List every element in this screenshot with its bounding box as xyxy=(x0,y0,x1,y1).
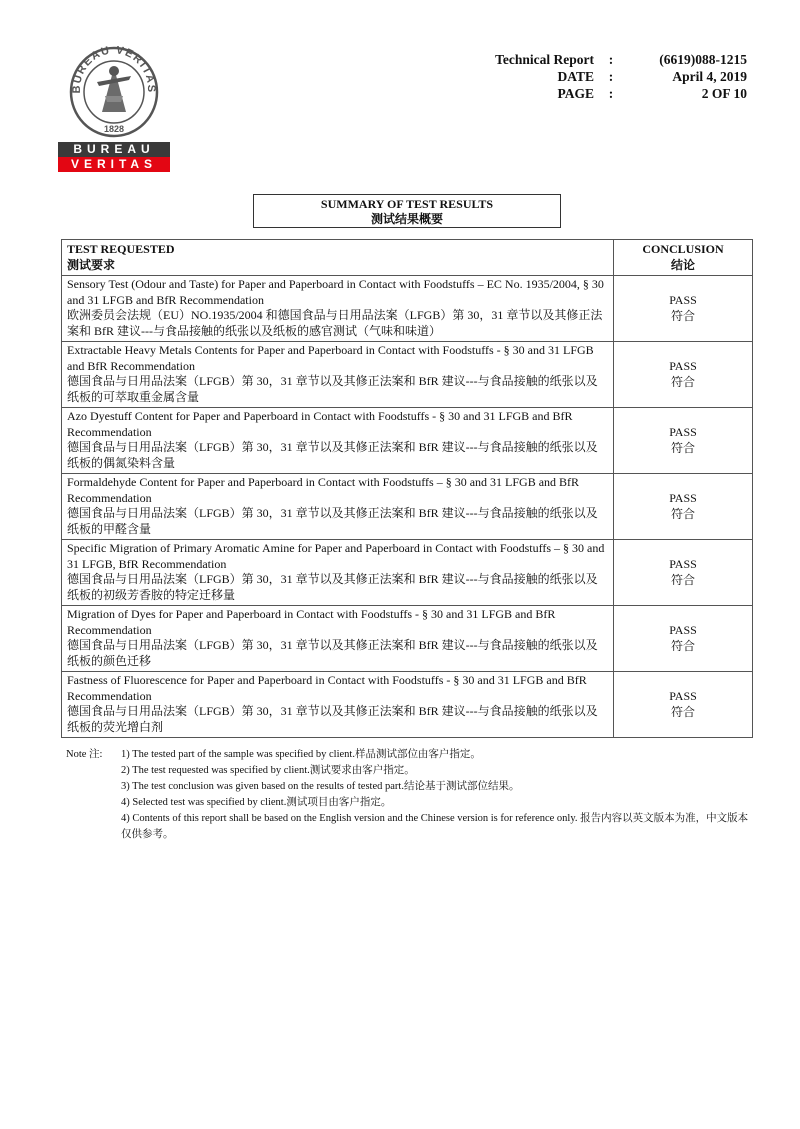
summary-title-cn: 测试结果概要 xyxy=(370,212,443,226)
test-description xyxy=(62,540,614,606)
test-name-cn: 德国食品与日用品法案（LFGB）第 30，31 章节以及其修正法案和 BfR 建议---与食品接触的纸张以及纸板的初级芳香胺的特定迁移量 xyxy=(67,572,598,602)
result-cn: 符合 xyxy=(670,572,695,587)
table-row xyxy=(62,474,753,540)
result-en: PASS xyxy=(669,491,697,505)
test-name-en: Fastness of Fluorescence for Paper and Paperboard in Contact with Foodstuffs - § 30 and 31 LFGB and BfR Recommendation xyxy=(67,673,587,703)
test-name-en: Migration of Dyes for Paper and Paperboard in Contact with Foodstuffs - § 30 and 31 LFGB and BfR Recommendation xyxy=(67,607,556,637)
note-item: 4) Contents of this report shall be based on the English version and the Chinese version is for reference only. 报告内容以英文版本为准，中文版本仅供参考。 xyxy=(121,813,749,840)
test-conclusion xyxy=(614,474,753,540)
test-results-table xyxy=(61,239,753,738)
logo-ring-text: BUREAU VERITAS xyxy=(70,46,158,94)
header-label: DATE xyxy=(557,69,594,84)
header-row-page xyxy=(470,85,755,102)
test-conclusion xyxy=(614,276,753,342)
result-en: PASS xyxy=(669,623,697,637)
summary-title-en: SUMMARY OF TEST RESULTS xyxy=(320,197,494,211)
result-cn: 符合 xyxy=(670,506,695,521)
test-name-en: Extractable Heavy Metals Contents for Paper and Paperboard in Contact with Foodstuffs - § 30 and 31 LFGB and BfR Recommendation xyxy=(67,343,594,373)
logo-brand-top: BUREAU xyxy=(58,142,170,157)
test-conclusion xyxy=(614,606,753,672)
result-cn: 符合 xyxy=(670,374,695,389)
header-label: Technical Report xyxy=(495,52,594,67)
table-row xyxy=(62,408,753,474)
header-separator: : xyxy=(608,86,614,101)
header-value: April 4, 2019 xyxy=(672,69,747,84)
notes-label: Note 注: xyxy=(66,749,103,760)
conclusion-header: CONCLUSION 结论 xyxy=(614,240,753,276)
header-label: PAGE xyxy=(557,86,594,101)
test-conclusion xyxy=(614,342,753,408)
result-en: PASS xyxy=(669,557,697,571)
test-name-en: Sensory Test (Odour and Taste) for Paper and Paperboard in Contact with Foodstuffs – EC No. 1935/2004, § 30 and 31 LFGB and BfR Recommendation xyxy=(67,277,604,307)
test-description xyxy=(62,606,614,672)
test-name-cn: 德国食品与日用品法案（LFGB）第 30，31 章节以及其修正法案和 BfR 建议---与食品接触的纸张以及纸板的甲醛含量 xyxy=(67,506,598,536)
table-row xyxy=(62,342,753,408)
result-cn: 符合 xyxy=(670,638,695,653)
notes-list xyxy=(66,747,756,843)
header-separator: : xyxy=(608,52,614,67)
report-header xyxy=(470,51,755,102)
test-name-en: Azo Dyestuff Content for Paper and Paperboard in Contact with Foodstuffs - § 30 and 31 LFGB and BfR Recommendation xyxy=(67,409,573,439)
header-row-date xyxy=(470,68,755,85)
test-name-cn: 德国食品与日用品法案（LFGB）第 30，31 章节以及其修正法案和 BfR 建议---与食品接触的纸张以及纸板的颜色迁移 xyxy=(67,638,598,668)
logo-brand-bottom: VERITAS xyxy=(58,157,170,172)
note-item: 2) The test requested was specified by client.测试要求由客户指定。 xyxy=(121,765,415,776)
header-value: 2 OF 10 xyxy=(701,86,747,101)
header-value: (6619)088-1215 xyxy=(659,52,747,67)
table-row xyxy=(62,606,753,672)
logo-emblem-icon xyxy=(69,46,159,138)
table-header-row xyxy=(62,240,753,276)
test-conclusion xyxy=(614,408,753,474)
bureau-veritas-logo xyxy=(58,46,170,172)
header-row-report-number xyxy=(470,51,755,68)
test-name-en: Formaldehyde Content for Paper and Paperboard in Contact with Foodstuffs – § 30 and 31 LFGB and BfR Recommendation xyxy=(67,475,580,505)
note-item: 3) The test conclusion was given based on the results of tested part.结论基于测试部位结果。 xyxy=(121,781,520,792)
test-description xyxy=(62,672,614,738)
result-en: PASS xyxy=(669,689,697,703)
test-name-cn: 德国食品与日用品法案（LFGB）第 30，31 章节以及其修正法案和 BfR 建议---与食品接触的纸张以及纸板的荧光增白剂 xyxy=(67,704,598,734)
test-name-cn: 欧洲委员会法规（EU）NO.1935/2004 和德国食品与日用品法案（LFGB）第 30，31 章节以及其修正法案和 BfR 建议---与食品接触的纸张以及纸板的感官测试（气味和味道） xyxy=(67,308,603,338)
notes-section xyxy=(66,747,756,843)
note-item: 1) The tested part of the sample was specified by client.样品测试部位由客户指定。 xyxy=(121,749,481,760)
result-cn: 符合 xyxy=(670,440,695,455)
table-row xyxy=(62,672,753,738)
logo-year: 1828 xyxy=(103,124,125,134)
test-name-cn: 德国食品与日用品法案（LFGB）第 30，31 章节以及其修正法案和 BfR 建议---与食品接触的纸张以及纸板的可萃取重金属含量 xyxy=(67,374,598,404)
result-en: PASS xyxy=(669,359,697,373)
test-requested-header: TEST REQUESTED 测试要求 xyxy=(62,240,614,276)
result-cn: 符合 xyxy=(670,704,695,719)
note-item: 4) Selected test was specified by client.测试项目由客户指定。 xyxy=(121,797,392,808)
test-conclusion xyxy=(614,540,753,606)
result-en: PASS xyxy=(669,425,697,439)
test-description xyxy=(62,408,614,474)
test-conclusion xyxy=(614,672,753,738)
test-description xyxy=(62,474,614,540)
test-description xyxy=(62,342,614,408)
result-en: PASS xyxy=(669,293,697,307)
result-cn: 符合 xyxy=(670,308,695,323)
test-name-en: Specific Migration of Primary Aromatic Amine for Paper and Paperboard in Contact with Foodstuffs – § 30 and 31 LFGB, BfR Recommendation xyxy=(67,541,605,571)
table-row xyxy=(62,540,753,606)
table-row xyxy=(62,276,753,342)
summary-title-box xyxy=(253,194,561,228)
test-description xyxy=(62,276,614,342)
test-name-cn: 德国食品与日用品法案（LFGB）第 30，31 章节以及其修正法案和 BfR 建议---与食品接触的纸张以及纸板的偶氮染料含量 xyxy=(67,440,598,470)
header-separator: : xyxy=(608,69,614,84)
